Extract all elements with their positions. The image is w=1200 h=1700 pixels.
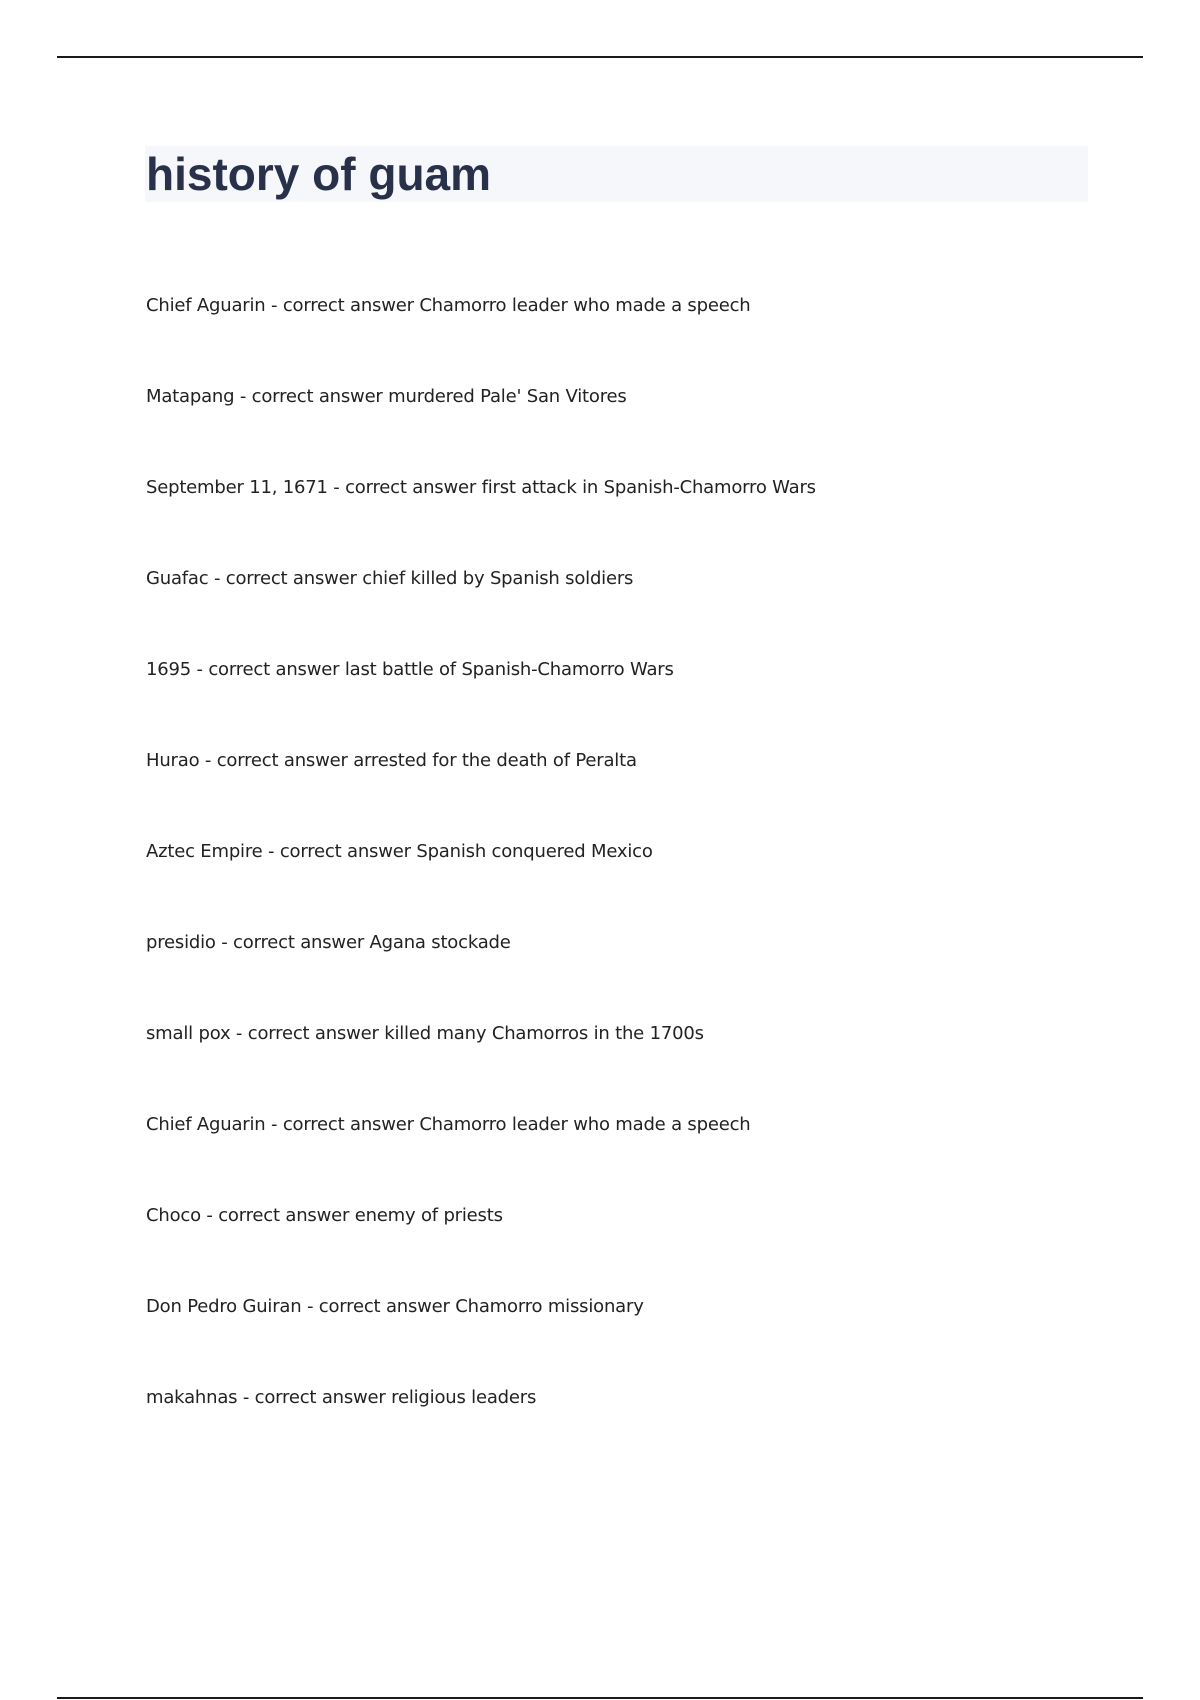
entry-list [146,288,816,1471]
list-item: Chief Aguarin - correct answer Chamorro leader who made a speech [146,1114,751,1135]
header-rule [57,56,1143,58]
list-item: September 11, 1671 - correct answer first attack in Spanish-Chamorro Wars [146,477,816,498]
list-item: small pox - correct answer killed many Chamorros in the 1700s [146,1023,704,1044]
list-item: Choco - correct answer enemy of priests [146,1205,503,1226]
footer-rule [57,1697,1143,1699]
list-item: Matapang - correct answer murdered Pale' San Vitores [146,386,627,407]
list-item: 1695 - correct answer last battle of Spanish-Chamorro Wars [146,659,674,680]
list-item: Guafac - correct answer chief killed by Spanish soldiers [146,568,634,589]
list-item: Chief Aguarin - correct answer Chamorro leader who made a speech [146,295,751,316]
list-item: presidio - correct answer Agana stockade [146,932,511,953]
list-item: Hurao - correct answer arrested for the death of Peralta [146,750,637,771]
list-item: makahnas - correct answer religious leaders [146,1387,537,1408]
list-item: Aztec Empire - correct answer Spanish conquered Mexico [146,841,653,862]
page-title: history of guam [146,148,492,200]
list-item: Don Pedro Guiran - correct answer Chamorro missionary [146,1296,644,1317]
